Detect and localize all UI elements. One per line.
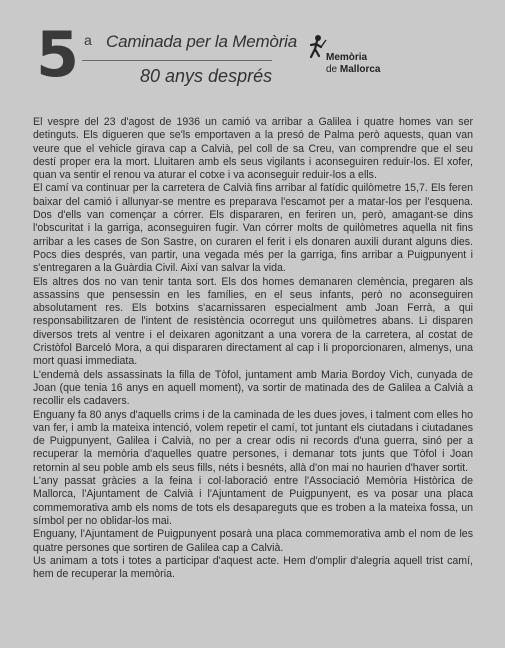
paragraph: Els altres dos no van tenir tanta sort. Els dos homes demanaren clemència, pregaren als assassins que pensessin en les famílies, en el seus infants, però no aconseguiren absolutament res. Els botxins s'acarnissaren especialment amb Joan Ferrà, a qui responsabilitzaren de l'intent de resistència ocorregut uns quilòmetres abans. Li disparen diversos trets al ventre i el deixaren agonitzant a una vorera de la carretera, al costat de Cristòfol Barceló Mora, a qui dispararen directament al cap i li proporcionaren, almenys, una mort quasi immediata. [33, 275, 473, 368]
header [0, 0, 505, 110]
paragraph: Enguany fa 80 anys d'aquells crims i de la caminada de les dues joves, i talment com elles ho van fer, i amb la mateixa intenció, volem repetir el camí, tot juntant els ciutadans i ciutadanes de Puigpunyent, Galilea i Calvià, no per a crear odis ni records d'una guerra, sinó per a recuperar la memòria d'aquelles quatre persones, i demanar tots junts que Tòfol i Joan retornin al seu poble amb els seus fills, néts i besnéts, allà d'on mai no haurien d'haver sortit. [33, 408, 473, 474]
event-subtitle: 80 anys després [140, 66, 273, 86]
article-body [33, 116, 473, 581]
paragraph: El camí va continuar per la carretera de Calvià fins arribar al fatídic quilòmetre 15,7. Els feren baixar del camió i allunyar-se mentre es preparava l'escamot per a matar-los per l'esquena. Dos d'ells van començar a córrer. Els dispararen, en feriren un, però, amagant-se dins l'obscuritat i la garriga, aconseguiren fugir. Van córrer molts de quilòmetres aquella nit fins arribar a les cases de Son Sastre, on curaren el ferit i els donaren auxili durant alguns dies. Pocs dies després, van partir, una vegada més per la garriga, fins arribar a Puigpunyent i s'entregaren a la Guàrdia Civil. Així van salvar la vida. [33, 182, 473, 275]
paragraph: Enguany, l'Ajuntament de Puigpunyent posarà una placa commemorativa amb el nom de les quatre persones que sortiren de Galilea cap a Calvià. [33, 528, 473, 554]
logo-text-memoria: Memòria [326, 52, 368, 63]
memoria-de-mallorca-logo [304, 34, 380, 86]
title-divider [82, 60, 272, 61]
paragraph: L'endemà dels assassinats la filla de Tòfol, juntament amb Maria Bordoy Vich, cunyada de Joan (que tenia 16 anys en aquell moment), va sortir de matinada des de Galilea a Calvià a recollir els cadavers. [33, 368, 473, 408]
paragraph: El vespre del 23 d'agost de 1936 un camió va arribar a Galilea i quatre homes van ser detinguts. Els digueren que se'ls emportaven a la presó de Palma però aquests, quan van veure que el vehicle girava cap a Calvià, pel coll de sa Creu, van comprendre que el seu destí proper era la mort. Lluitaren amb els seus vigilants i aconseguiren reduir-los. El xofer, quan va sentir el renou va aturar el cotxe i va aconseguir reduir-los a ells. [33, 116, 473, 182]
paragraph: L'any passat gràcies a la feina i col·laboració entre l'Associació Memòria Històrica de Mallorca, l'Ajuntament de Calvià i l'Ajuntament de Puigpunyent, es va posar una placa commemorativa amb els noms de tots els desapareguts que es troben a la mateixa fossa, un símbol per no oblidar-los mai. [33, 475, 473, 527]
event-title: Caminada per la Memòria [106, 32, 297, 51]
edition-superscript: a [84, 32, 92, 48]
logo-text-mallorca: de Mallorca [326, 64, 381, 75]
edition-number: 5 [36, 18, 80, 91]
paragraph: Us animam a tots i totes a participar d'aquest acte. Hem d'omplir d'alegria aquell trist camí, hem de recuperar la memòria. [33, 554, 473, 581]
